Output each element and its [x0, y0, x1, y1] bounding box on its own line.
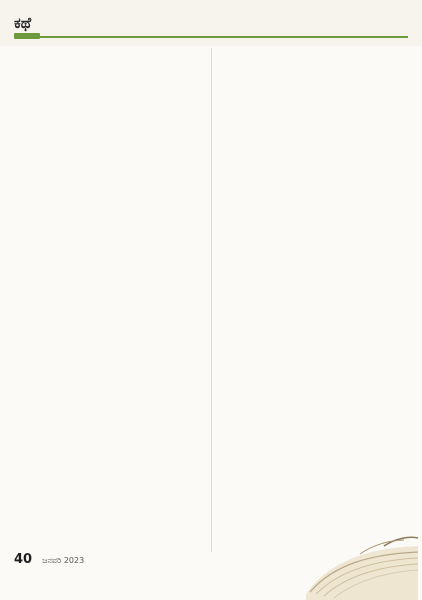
page-footer [14, 552, 84, 574]
column-divider [211, 48, 212, 552]
issue-date: ಜನವರಿ 2023 [42, 556, 85, 565]
header-rule [14, 36, 408, 38]
curled-paper-illustration [300, 520, 422, 600]
article-body [14, 48, 408, 552]
page-header [0, 0, 422, 46]
curled-paper-icon [300, 520, 422, 600]
page-number: 40 [14, 552, 33, 567]
text-column-right [222, 48, 409, 552]
section-tag: ಕಥೆ [14, 14, 32, 32]
text-column-left [14, 48, 201, 552]
